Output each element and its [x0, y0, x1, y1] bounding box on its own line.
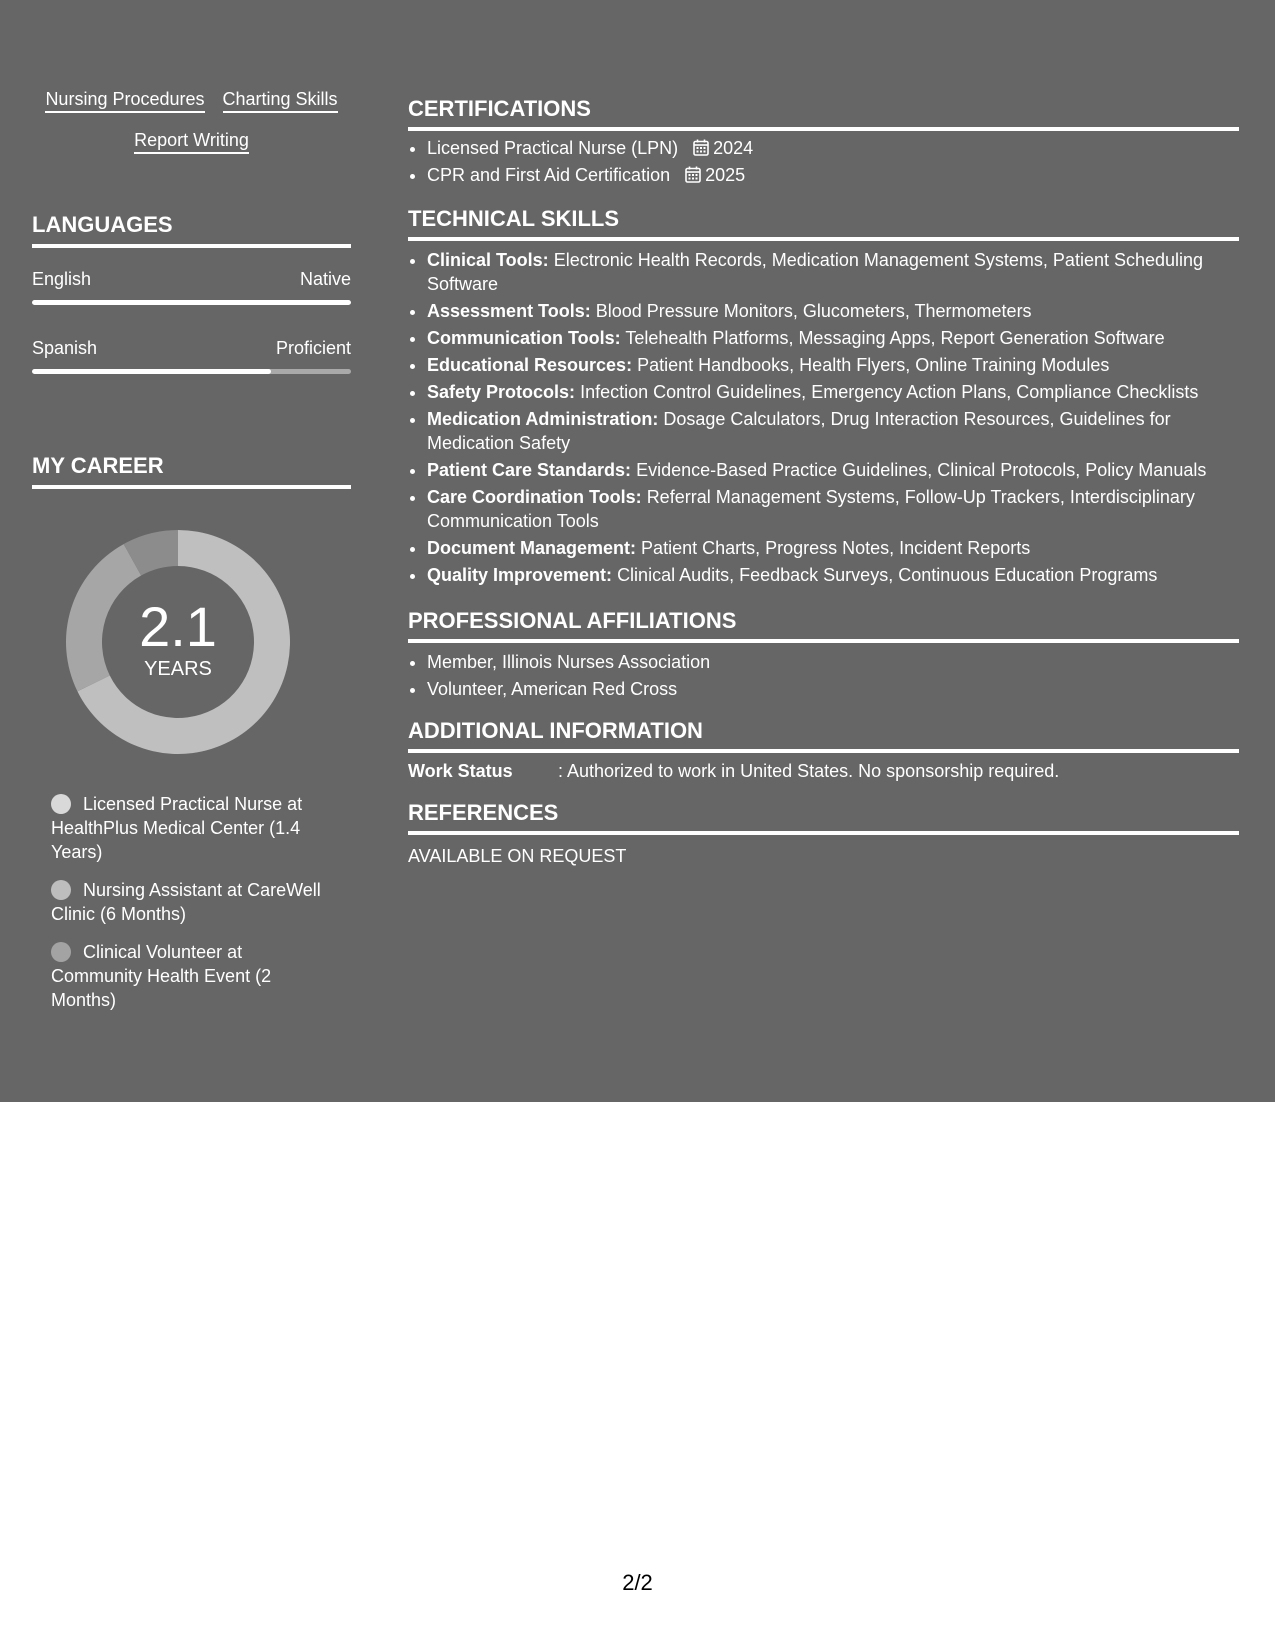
language-level: Native	[299, 269, 351, 289]
legend-dot-icon	[51, 880, 71, 900]
affiliation-item: • Volunteer, American Red Cross	[427, 677, 1258, 701]
technical-skill-item	[427, 407, 1258, 455]
skill-category: Medication Administration:	[427, 409, 659, 429]
technical-skills-list	[408, 248, 1258, 590]
skill-details: Patient Charts, Progress Notes, Incident Reports	[641, 538, 1031, 558]
language-proficiency-bar	[32, 300, 351, 305]
affiliations-list	[408, 650, 1258, 704]
language-proficiency-fill	[32, 300, 351, 305]
skill-category: Educational Resources:	[427, 355, 633, 375]
career-donut-chart	[66, 530, 290, 754]
skill-details: Evidence-Based Practice Guidelines, Clinical Protocols, Policy Manuals	[636, 460, 1207, 480]
certification-item	[427, 136, 1258, 160]
technical-skill-item	[427, 563, 1258, 587]
calendar-icon	[685, 166, 701, 183]
skill-details: Clinical Audits, Feedback Surveys, Continuous Education Programs	[617, 565, 1158, 585]
affiliations-heading: PROFESSIONAL AFFILIATIONS	[408, 608, 1239, 643]
skill-details: Patient Handbooks, Health Flyers, Online Training Modules	[637, 355, 1110, 375]
work-status-value: : Authorized to work in United States. No sponsorship required.	[558, 761, 1060, 781]
career-list	[51, 792, 331, 1026]
skill-details: Dosage Calculators, Drug Interaction Resources, Guidelines for Medication Safety	[427, 409, 1171, 453]
references-heading: REFERENCES	[408, 800, 1239, 835]
legend-dot-icon	[51, 794, 71, 814]
career-heading: MY CAREER	[32, 453, 351, 489]
language-row	[32, 337, 351, 359]
career-item-text: Nursing Assistant at CareWell Clinic (6 Months)	[51, 880, 321, 924]
skill-category: Clinical Tools:	[427, 250, 549, 270]
skill-category: Communication Tools:	[427, 328, 621, 348]
skill-details: Referral Management Systems, Follow-Up Trackers, Interdisciplinary Communication Tools	[427, 487, 1195, 531]
skill-category: Safety Protocols:	[427, 382, 576, 402]
language-name: English	[32, 269, 92, 289]
career-years-value: 2.1	[139, 595, 217, 658]
language-name: Spanish	[32, 338, 98, 358]
certification-item	[427, 163, 1258, 187]
skill-details: Electronic Health Records, Medication Management Systems, Patient Scheduling Software	[427, 250, 1204, 294]
page-number: 2/2	[622, 1570, 653, 1595]
calendar-icon	[693, 139, 709, 156]
certification-year: 2025	[705, 165, 746, 185]
technical-skill-item	[427, 536, 1258, 560]
skill-tag[interactable]: Nursing Procedures	[45, 88, 204, 113]
skill-category: Assessment Tools:	[427, 301, 591, 321]
career-item	[51, 940, 331, 1012]
skill-tag[interactable]: Report Writing	[134, 129, 249, 154]
certification-name: Licensed Practical Nurse (LPN)	[427, 138, 679, 158]
career-item	[51, 792, 331, 864]
certifications-heading: CERTIFICATIONS	[408, 96, 1239, 131]
languages-heading: LANGUAGES	[32, 212, 351, 248]
certification-name: CPR and First Aid Certification	[427, 165, 671, 185]
skill-category: Quality Improvement:	[427, 565, 613, 585]
additional-info-heading: ADDITIONAL INFORMATION	[408, 718, 1239, 753]
language-proficiency-bar	[32, 369, 351, 374]
certifications-list	[408, 136, 1258, 190]
skill-category: Document Management:	[427, 538, 637, 558]
skill-category: Patient Care Standards:	[427, 460, 632, 480]
career-item	[51, 878, 331, 926]
skill-category: Care Coordination Tools:	[427, 487, 642, 507]
language-level: Proficient	[275, 338, 351, 358]
technical-skill-item	[427, 248, 1258, 296]
language-row	[32, 268, 351, 290]
certification-year: 2024	[713, 138, 754, 158]
technical-skill-item	[427, 353, 1258, 377]
career-item-text: Licensed Practical Nurse at HealthPlus Medical Center (1.4 Years)	[51, 794, 303, 862]
work-status-label: Work Status	[408, 761, 513, 781]
donut-center-label	[66, 530, 290, 754]
technical-skill-item	[427, 458, 1258, 482]
skills-tags	[32, 88, 351, 154]
skill-details: Blood Pressure Monitors, Glucometers, Thermometers	[595, 301, 1032, 321]
work-status-row	[408, 759, 1239, 783]
language-proficiency-fill	[32, 369, 271, 374]
technical-skills-heading: TECHNICAL SKILLS	[408, 206, 1239, 241]
career-years-unit: YEARS	[144, 658, 212, 680]
skill-details: Infection Control Guidelines, Emergency Action Plans, Compliance Checklists	[580, 382, 1199, 402]
career-item-text: Clinical Volunteer at Community Health Event (2 Months)	[51, 942, 272, 1010]
technical-skill-item	[427, 485, 1258, 533]
skill-tag[interactable]: Charting Skills	[223, 88, 338, 113]
technical-skill-item	[427, 380, 1258, 404]
technical-skill-item	[427, 326, 1258, 350]
skill-details: Telehealth Platforms, Messaging Apps, Report Generation Software	[625, 328, 1165, 348]
affiliation-item: • Member, Illinois Nurses Association	[427, 650, 1258, 674]
legend-dot-icon	[51, 942, 71, 962]
technical-skill-item	[427, 299, 1258, 323]
references-text: AVAILABLE ON REQUEST	[408, 846, 627, 866]
